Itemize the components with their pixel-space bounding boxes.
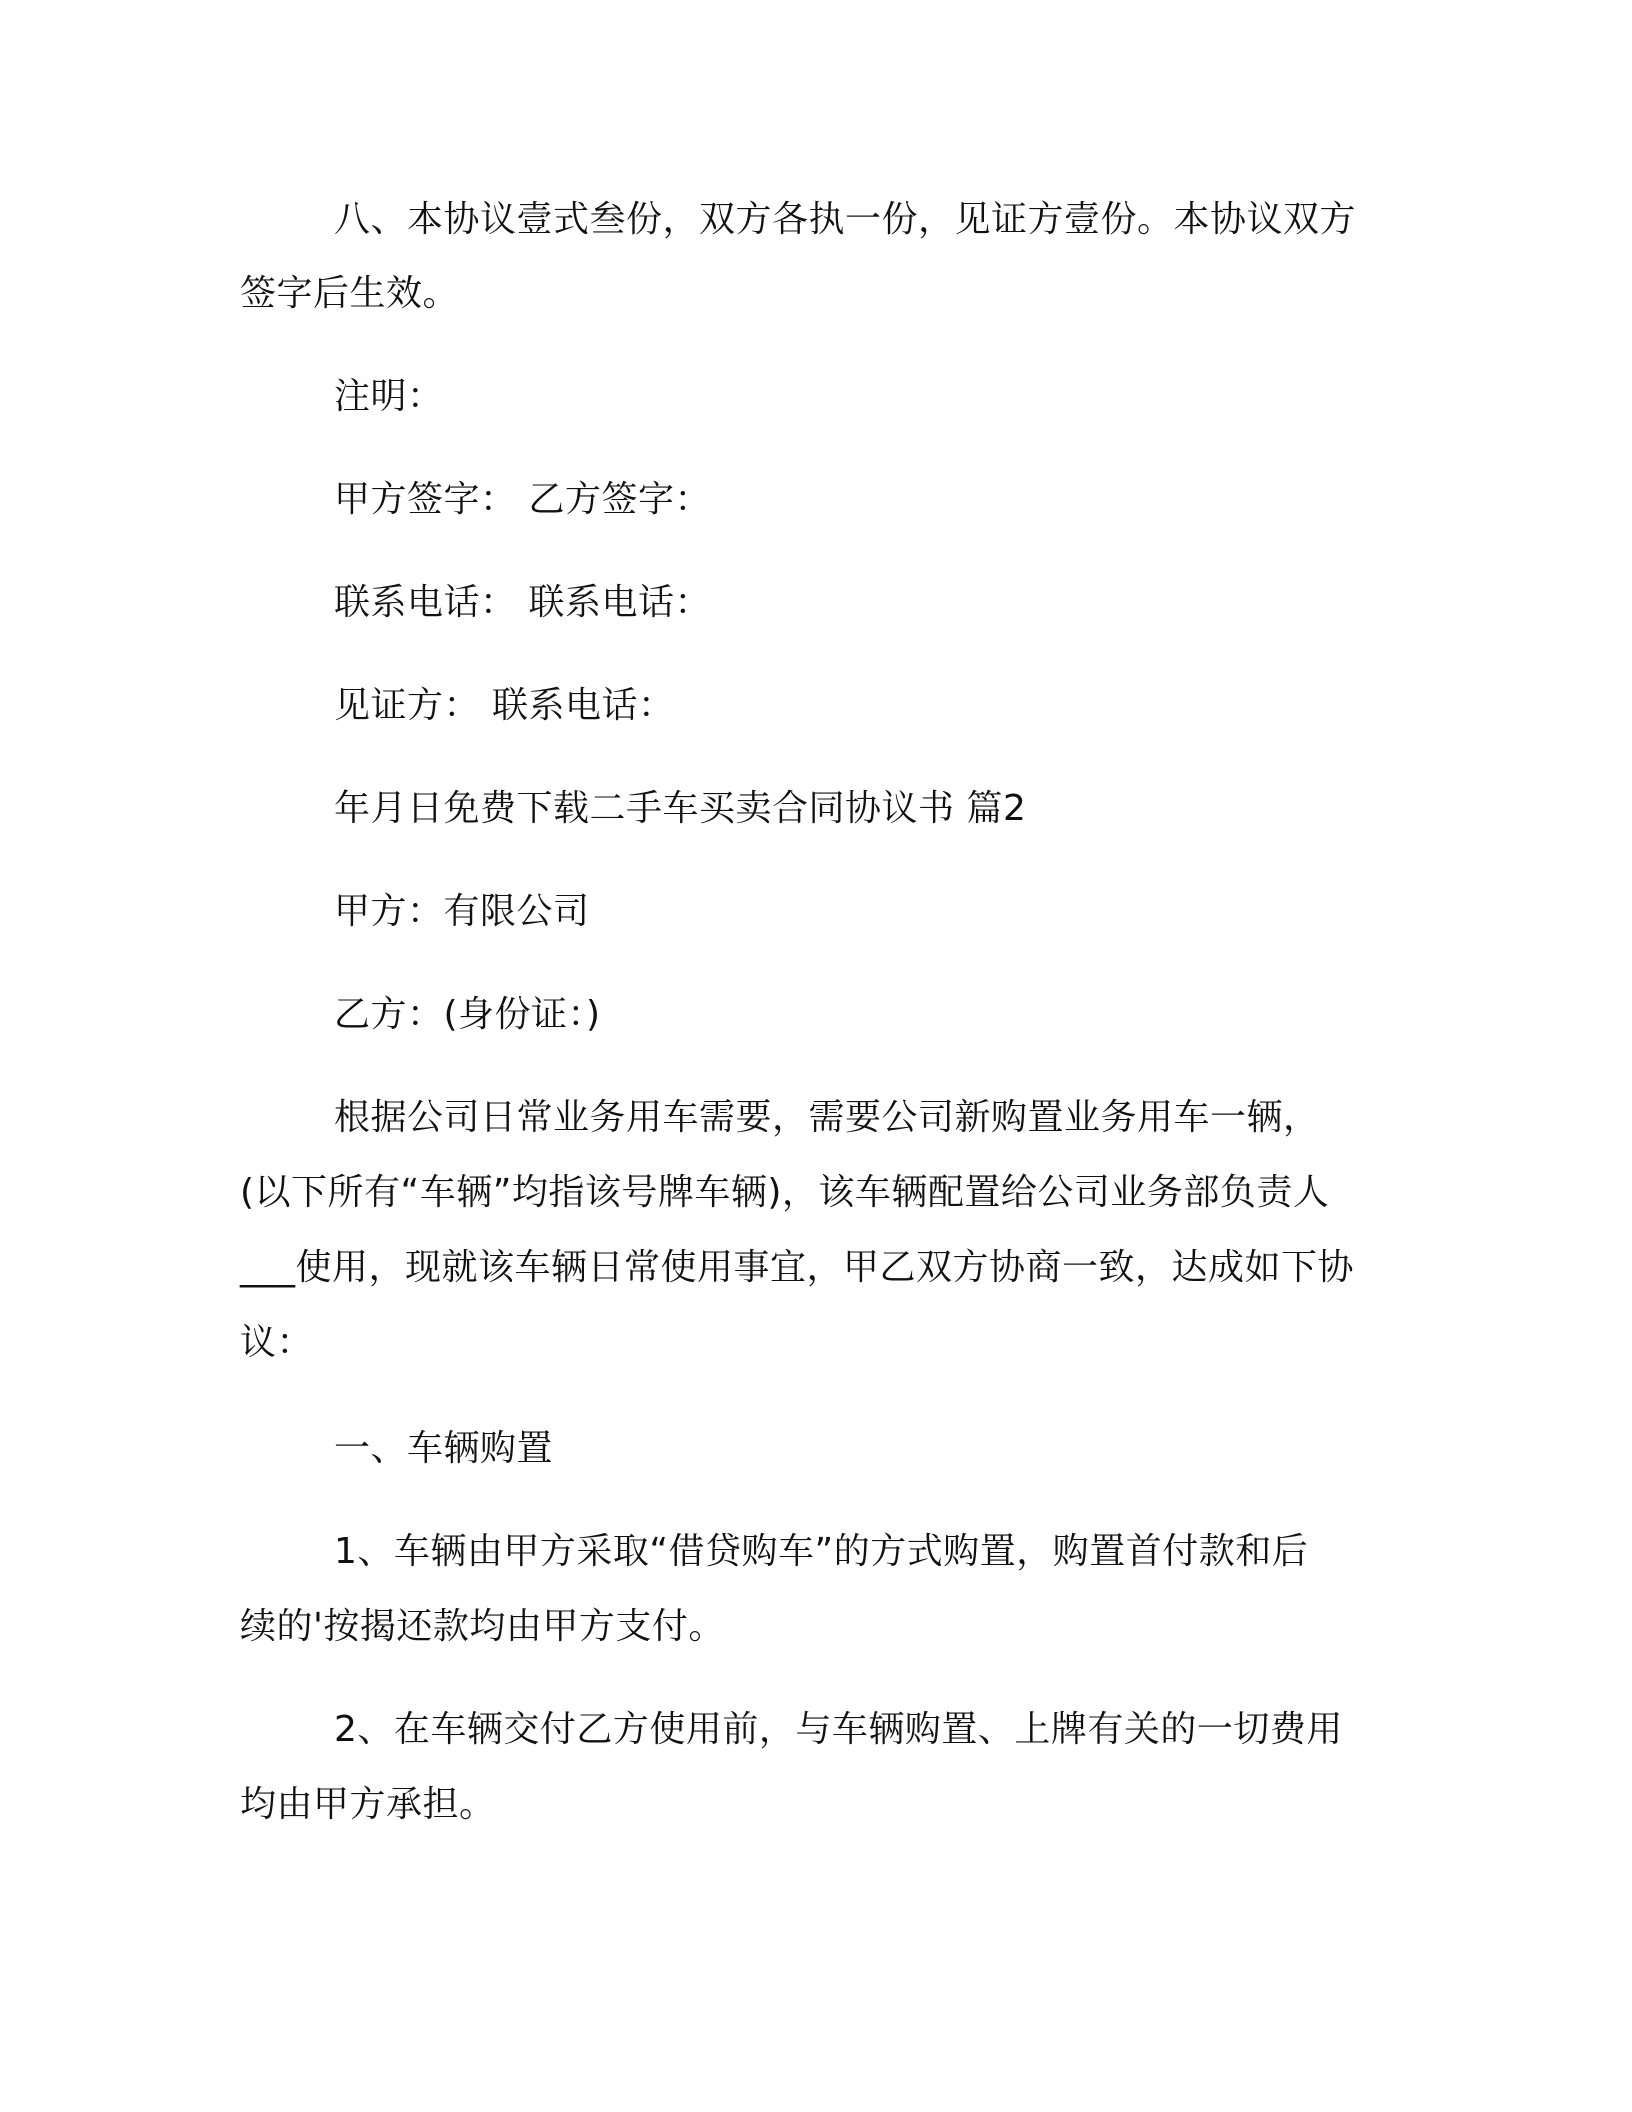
intro-line-2: (以下所有“车辆”均指该号牌车辆)，该车辆配置给公司业务部负责人 <box>240 1172 1330 1213</box>
clause-8-line-2: 签字后生效。 <box>240 273 460 314</box>
intro-line-4: 议： <box>240 1322 314 1363</box>
party-b-line: 乙方：(身份证：) <box>334 994 601 1035</box>
section-title: 年月日免费下载二手车买卖合同协议书 篇2 <box>334 788 1027 829</box>
item-1-line-1: 1、车辆由甲方采取“借贷购车”的方式购置，购置首付款和后 <box>334 1531 1309 1572</box>
party-a-line: 甲方：有限公司 <box>334 891 590 932</box>
item-2-line-1: 2、在车辆交付乙方使用前，与车辆购置、上牌有关的一切费用 <box>334 1709 1343 1750</box>
item-1-line-2: 续的'按揭还款均由甲方支付。 <box>240 1606 725 1647</box>
intro-line-1: 根据公司日常业务用车需要，需要公司新购置业务用车一辆， <box>334 1097 1320 1138</box>
phone-line: 联系电话： 联系电话： <box>334 582 711 623</box>
intro-line-3: ___使用，现就该车辆日常使用事宜，甲乙双方协商一致，达成如下协 <box>240 1247 1355 1288</box>
section-1-heading: 一、车辆购置 <box>334 1428 554 1469</box>
note-line: 注明： <box>334 376 444 417</box>
witness-line: 见证方： 联系电话： <box>334 685 675 726</box>
signature-line: 甲方签字： 乙方签字： <box>334 479 711 520</box>
item-2-line-2: 均由甲方承担。 <box>240 1784 496 1825</box>
clause-8-line-1: 八、本协议壹式叁份，双方各执一份，见证方壹份。本协议双方 <box>334 199 1357 240</box>
